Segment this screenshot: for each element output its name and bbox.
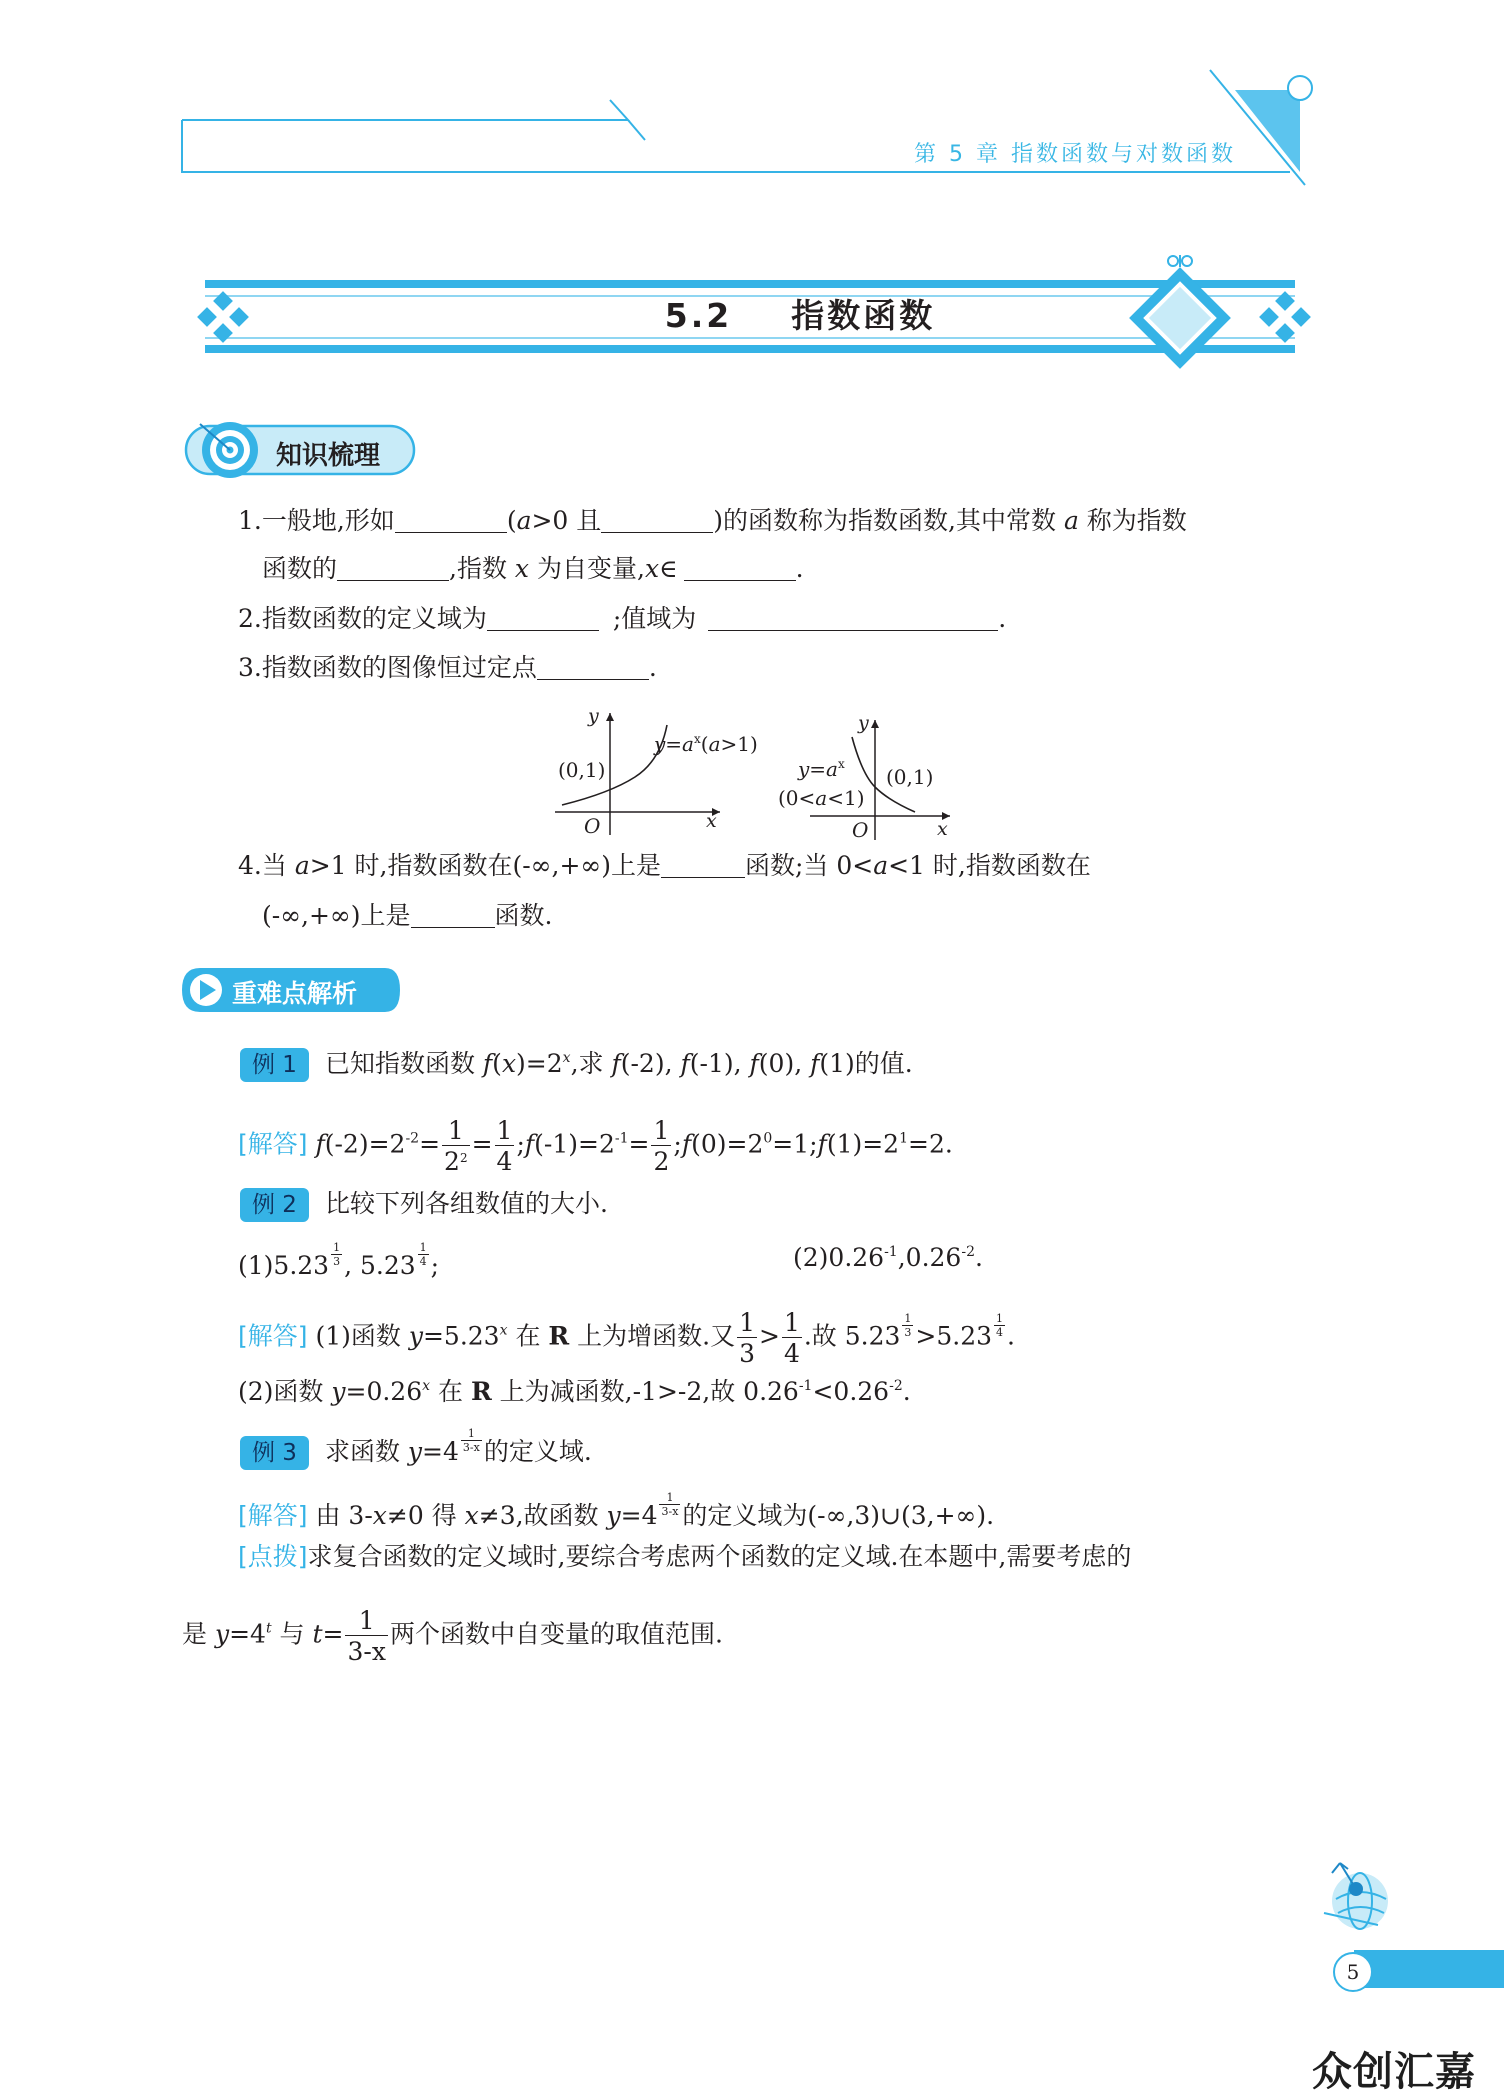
example-2-solution-tag: [解答] [238,1321,308,1351]
section-title [530,290,1070,337]
section-title-text: 指数函数 [791,296,936,335]
fraction: $\frac{1}{3}$ [333,1241,341,1268]
example-3-solution-tag: [解答] [238,1501,308,1530]
knowledge-item-4-cont: (-∞,+∞)上是 函数. [262,901,553,930]
page-number: 5 [1333,1952,1373,1992]
fraction: $\frac{1}{3-x}$ [462,1427,480,1454]
example-2-solution-1: [解答] (1)函数 $y=5.23^x$ 在 R 上为增函数.又 $\frac{1}{3}$ > $\frac{1}{4}$ .故 5.23 $\frac{1}{3}$ >5.23 $\frac{1}{4}$ . [238,1308,1015,1368]
example-2-part-2: $(2)0.26^{-1},0.26^{-2}$. [793,1243,983,1272]
graph-b-label: $y=a^x$ [798,757,845,781]
example-3-tip: [点拨]求复合函数的定义域时,要综合考虑两个函数的定义域.在本题中,需要考虑的 [238,1542,1132,1571]
fraction: $\frac{1}{2}$ [653,1116,670,1176]
example-3-tip-tag: [点拨] [238,1542,308,1571]
knowledge-item-3: 3.指数函数的图像恒过定点 . [238,653,657,682]
watermark: 众创汇嘉 [1312,2049,1476,2095]
graph-a-label: $y=a^x(a>1)$ [654,732,758,756]
example-2-badge: 例 2 [240,1188,309,1222]
header-decoration [170,60,1320,190]
fraction: $\frac{1}{3-x}$ [661,1491,679,1518]
knowledge-item-2: 2.指数函数的定义域为 ;值域为 . [238,604,1007,633]
example-3-tip-cont: 是 $y=4^t$ 与 t= $\frac{1}{3-x}$ 两个函数中自变量的取值范围. [182,1606,723,1666]
knowledge-item-4: 4.当 a>1 时,指数函数在(-∞,+∞)上是 函数;当 0<a<1 时,指数函数在 [238,851,1091,880]
fraction: $\frac{1}{4}$ [783,1308,800,1368]
example-1-badge: 例 1 [240,1048,309,1082]
chapter-header: 第 5 章 指数函数与对数函数 [914,142,1236,167]
example-1-solution: [解答] $f(-2)=2^{-2}=$ $\frac{1}{2^2}$ = $\frac{1}{4}$ $;f(-1)=2^{-1}=$ $\frac{1}{2}$ $;f(0)=2^0=1;f(1)=2^1=2$. [238,1116,953,1176]
graph-b-y-label: y [858,712,869,734]
example-2-question: 例 2 比较下列各组数值的大小. [240,1188,608,1222]
fraction: $\frac{1}{4}$ [496,1116,513,1176]
knowledge-heading: 知识梳理 [276,441,381,471]
fraction: $\frac{1}{4}$ [419,1241,427,1268]
graph-b-condition: (0<a<1) [778,786,865,810]
example-1-question: 例 1 已知指数函数 $f(x)=2^x$,求 f(-2), f(-1), f(0), f(1)的值. [240,1048,913,1082]
globe-pin-icon [1318,1855,1398,1935]
analysis-heading: 重难点解析 [232,979,358,1008]
example-2-part-1: (1)5.23 $\frac{1}{3}$ , 5.23 $\frac{1}{4}$ ; [238,1241,440,1280]
example-3-solution: [解答] 由 3-x≠0 得 x≠3,故函数 y=4 $\frac{1}{3-x}$ 的定义域为(-∞,3)∪(3,+∞). [238,1491,995,1530]
fraction: $\frac{1}{4}$ [996,1311,1004,1339]
graph-a-y-label: y [588,705,599,727]
fraction: $\frac{1}{2^2}$ [444,1116,468,1176]
example-3-badge: 例 3 [240,1436,309,1470]
fraction: $\frac{1}{3}$ [904,1311,912,1339]
fraction: $\frac{1}{3}$ [739,1308,755,1368]
example-1-solution-tag: [解答] [238,1129,308,1159]
knowledge-item-1-cont: 函数的 ,指数 x 为自变量,x∈ . [262,554,804,583]
footer-bar [1354,1950,1504,1988]
graph-b-origin: O [852,818,869,842]
fraction: $\frac{1}{3-x}$ [347,1606,386,1666]
graph-b-x-label: x [937,818,948,840]
graph-a-origin: O [584,814,601,838]
example-3-question: 例 3 求函数 y=4 $\frac{1}{3-x}$ 的定义域. [240,1428,592,1470]
example-2-solution-2: (2)函数 $y=0.26^x$ 在 R 上为减函数,-1>-2,故 $0.26^{-1}<0.26^{-2}$. [238,1377,911,1406]
graph-b-point: (0,1) [886,765,934,789]
graph-a-point: (0,1) [558,758,606,782]
knowledge-item-1: 1.一般地,形如 (a>0 且 )的函数称为指数函数,其中常数 a 称为指数 [238,506,1187,535]
graph-a-x-label: x [706,810,717,832]
section-number: 5.2 [664,296,733,335]
